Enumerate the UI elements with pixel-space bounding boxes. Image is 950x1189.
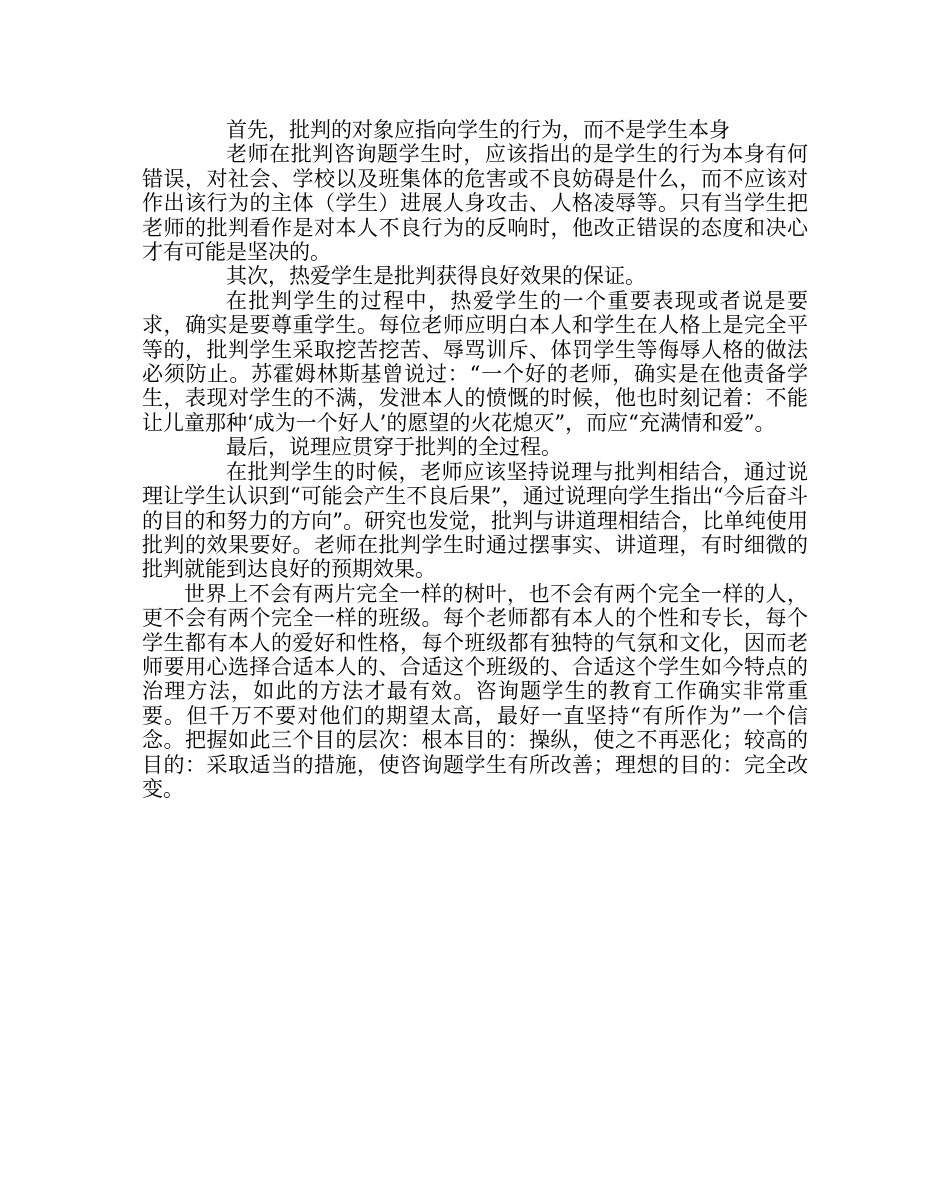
paragraph-respect-students: 在批判学生的过程中，热爱学生的一个重要表现或者说是要求，确实是要尊重学生。每位老师应明白本人和学生在人格上是完全平等的，批判学生采取挖苦挖苦、辱骂训斥、体罚学生等侮辱人格的做法必须防止。苏霍姆林斯基曾说过：“一个好的老师，确实是在他责备学生，表现对学生的不满，发泄本人的愤慨的时候，他也时刻记着：不能让儿童那种‘成为一个好人’的愿望的火花熄灭”，而应“充满情和爱”。 — [142, 288, 808, 435]
heading-point-one: 首先，批判的对象应指向学生的行为，而不是学生本身 — [226, 118, 730, 142]
heading-point-three: 最后，说理应贯穿于批判的全过程。 — [226, 435, 562, 460]
paragraph-criticize-behavior: 老师在批判咨询题学生时，应该指出的是学生的行为本身有何错误，对社会、学校以及班集体的危害或不良妨碍是什么，而不应该对作出该行为的主体（学生）进展人身攻击、人格凌辱等。只有当学生把老师的批判看作是对本人不良行为的反响时，他改正错误的态度和决心才有可能是坚决的。 — [142, 142, 808, 265]
heading-point-two: 其次，热爱学生是批判获得良好效果的保证。 — [226, 264, 646, 289]
document-body — [142, 118, 808, 801]
paragraph-reasoning: 在批判学生的时候，老师应该坚持说理与批判相结合，通过说理让学生认识到“可能会产生不良后果”，通过说理向学生指出“今后奋斗的目的和努力的方向”。研究也发觉，批判与讲道理相结合，比单纯使用批判的效果要好。老师在批判学生时通过摆事实、讲道理，有时细微的批判就能到达良好的预期效果。 — [142, 459, 808, 582]
paragraph-conclusion: 世界上不会有两片完全一样的树叶，也不会有两个完全一样的人，更不会有两个完全一样的班级。每个老师都有本人的个性和专长，每个学生都有本人的爱好和性格，每个班级都有独特的气氛和文化，因而老师要用心选择合适本人的、合适这个班级的、合适这个学生如今特点的治理方法，如此的方法才最有效。咨询题学生的教育工作确实非常重要。但千万不要对他们的期望太高，最好一直坚持“有所作为”一个信念。把握如此三个目的层次：根本目的：操纵，使之不再恶化；较高的目的：采取适当的措施，使咨询题学生有所改善；理想的目的：完全改变。 — [142, 581, 808, 801]
